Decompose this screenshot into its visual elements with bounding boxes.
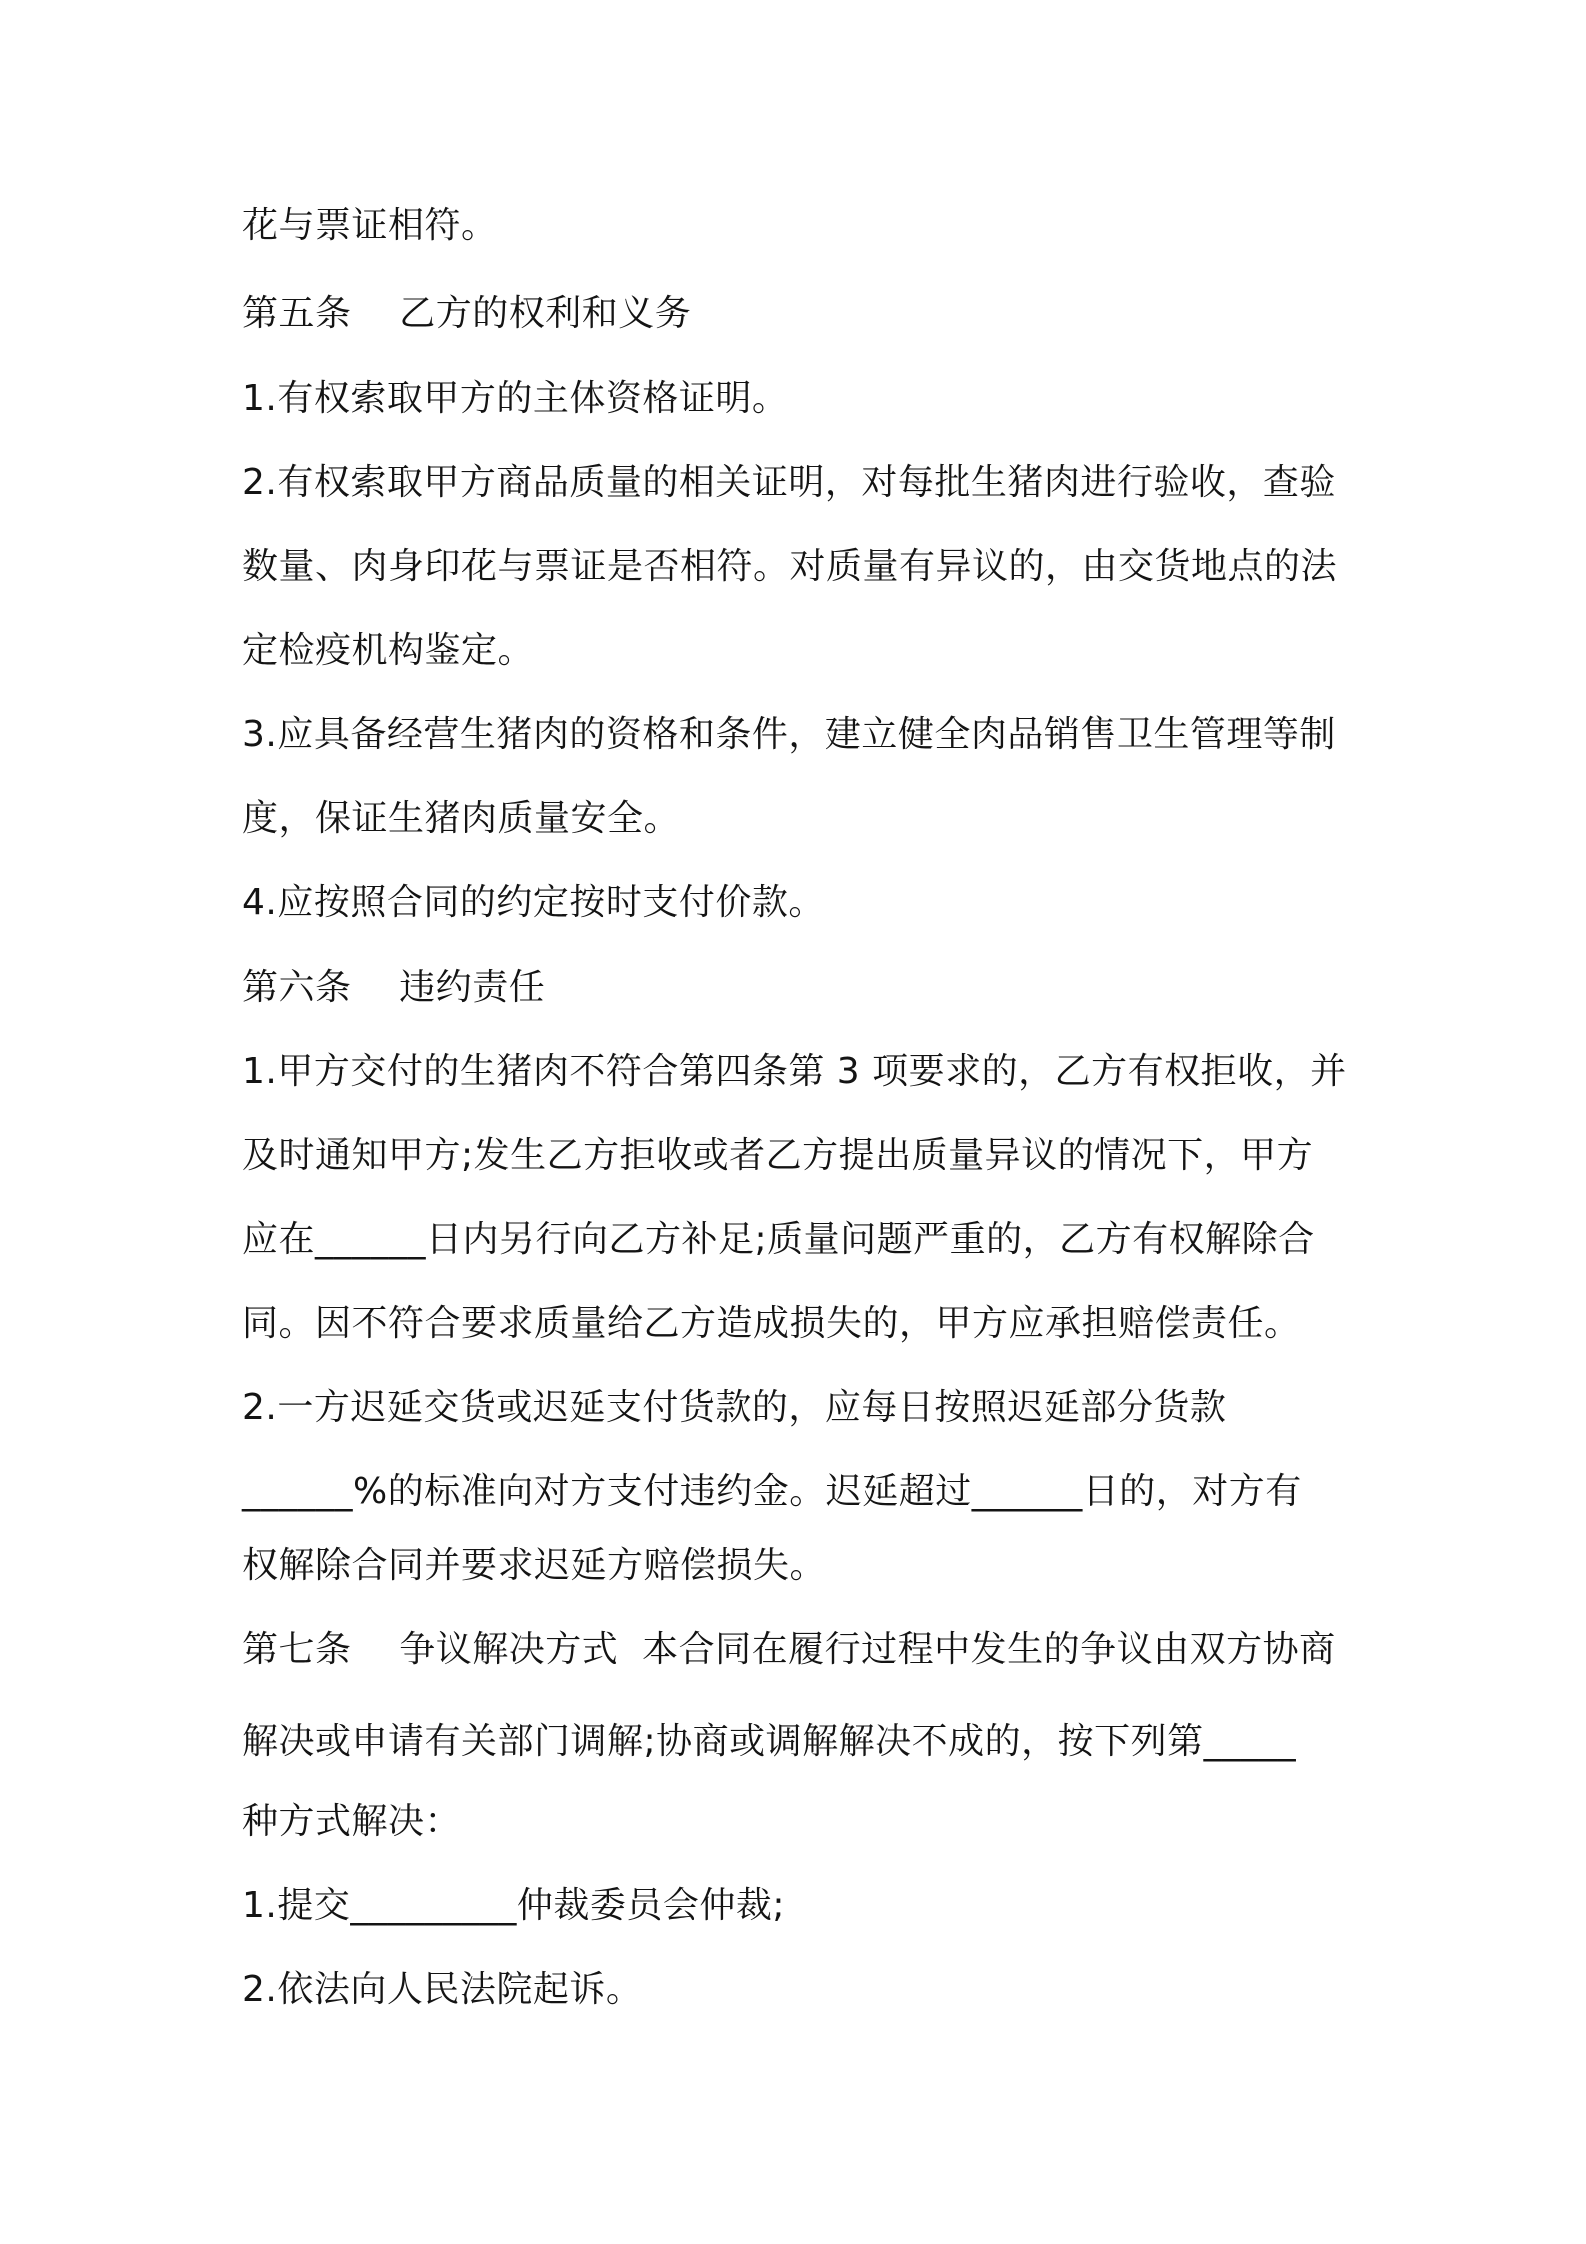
text-line: 2.有权索取甲方商品质量的相关证明，对每批生猪肉进行验收，查验 <box>242 462 1336 503</box>
text-line: 及时通知甲方;发生乙方拒收或者乙方提出质量异议的情况下，甲方 <box>242 1135 1314 1176</box>
text-line: 花与票证相符。 <box>242 205 498 246</box>
text-line: 2.一方迟延交货或迟延支付货款的，应每日按照迟延部分货款 <box>242 1387 1227 1428</box>
text-line: 权解除合同并要求迟延方赔偿损失。 <box>242 1545 827 1586</box>
article-heading: 第五条 乙方的权利和义务 <box>242 293 692 334</box>
article-heading: 第六条 违约责任 <box>242 967 546 1008</box>
article-heading: 第七条 争议解决方式 本合同在履行过程中发生的争议由双方协商 <box>242 1629 1336 1670</box>
text-line: 1.提交_________仲裁委员会仲裁; <box>242 1885 785 1926</box>
text-line: 解决或申请有关部门调解;协商或调解解决不成的，按下列第_____ <box>242 1721 1297 1762</box>
text-line: 1.甲方交付的生猪肉不符合第四条第 3 项要求的，乙方有权拒收，并 <box>242 1051 1347 1092</box>
text-line: 2.依法向人民法院起诉。 <box>242 1969 643 2010</box>
text-line: 同。因不符合要求质量给乙方造成损失的，甲方应承担赔偿责任。 <box>242 1303 1301 1344</box>
text-line: ______%的标准向对方支付违约金。迟延超过______日的，对方有 <box>242 1471 1302 1512</box>
text-line: 3.应具备经营生猪肉的资格和条件，建立健全肉品销售卫生管理等制 <box>242 714 1336 755</box>
text-line: 1.有权索取甲方的主体资格证明。 <box>242 378 789 419</box>
text-line: 种方式解决： <box>242 1801 462 1842</box>
text-line: 数量、肉身印花与票证是否相符。对质量有异议的，由交货地点的法 <box>242 546 1338 587</box>
text-line: 4.应按照合同的约定按时支付价款。 <box>242 882 825 923</box>
text-line: 度，保证生猪肉质量安全。 <box>242 798 681 839</box>
text-line: 定检疫机构鉴定。 <box>242 630 535 671</box>
text-line: 应在______日内另行向乙方补足;质量问题严重的，乙方有权解除合 <box>242 1219 1315 1260</box>
